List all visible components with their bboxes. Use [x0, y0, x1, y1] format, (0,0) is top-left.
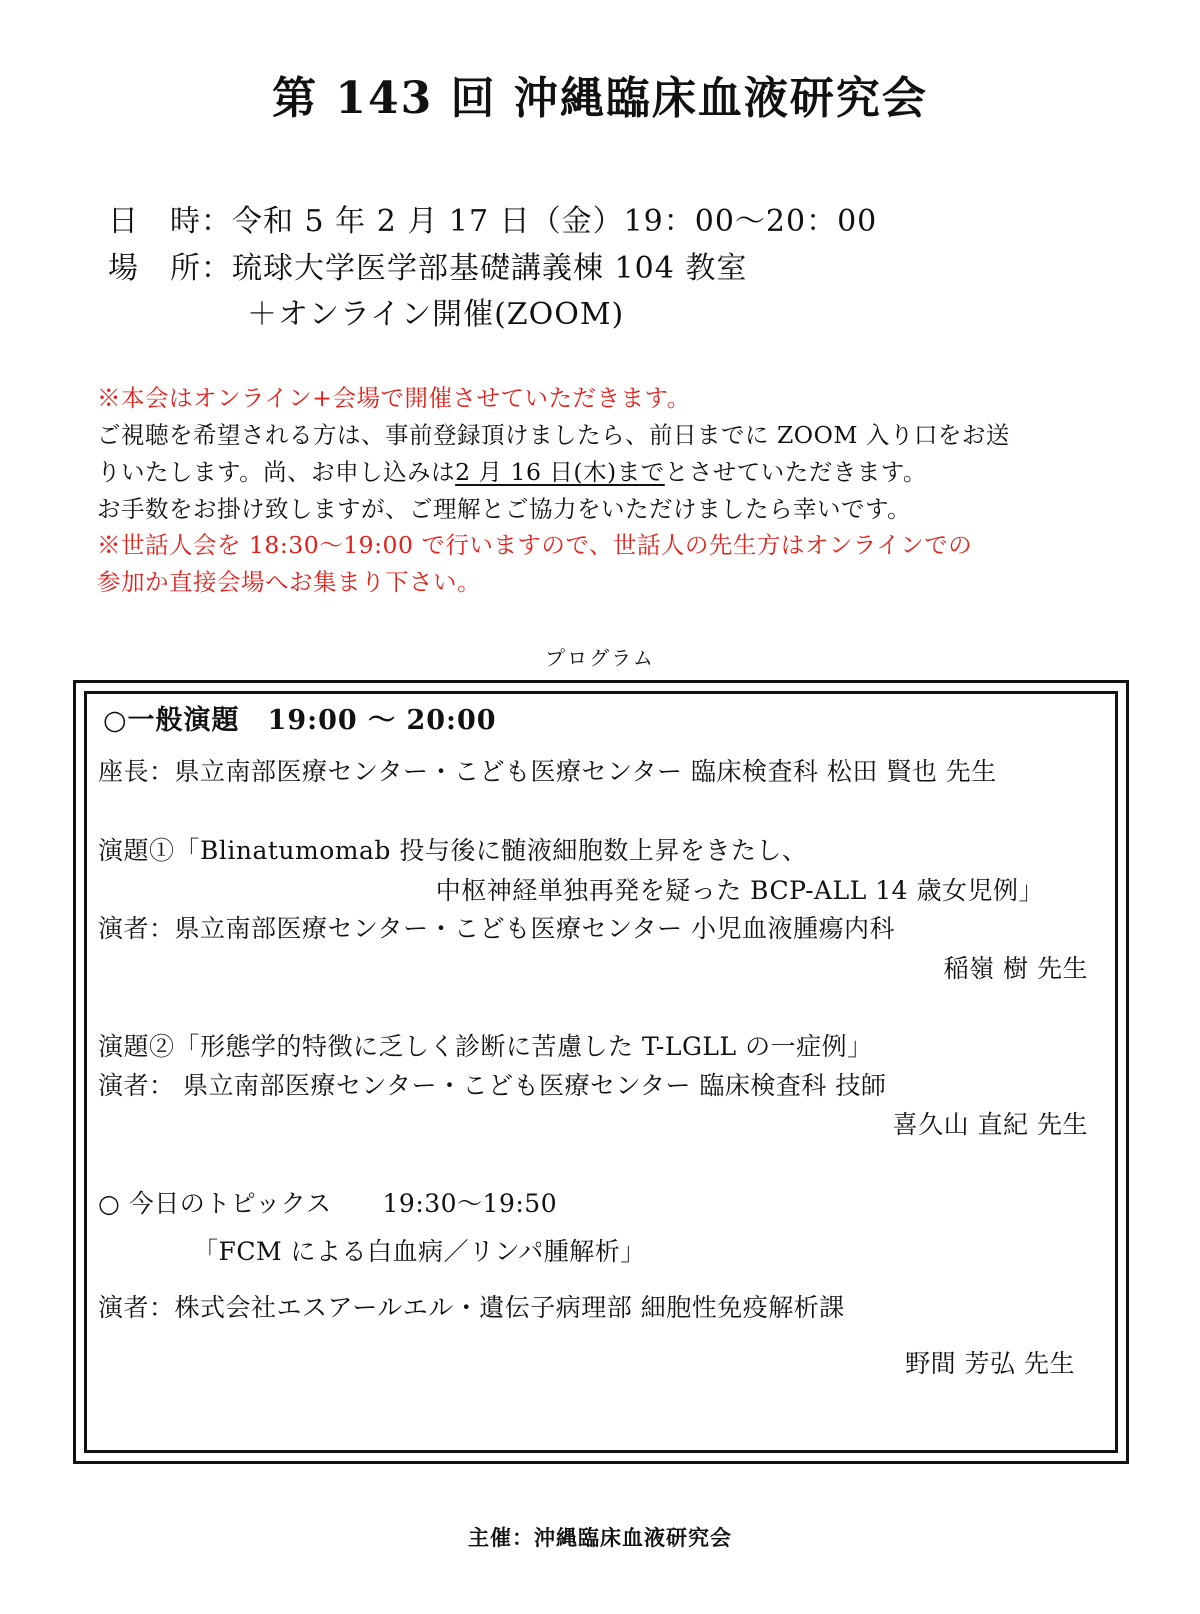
notice-line-3-pre: りいたします。尚、お申し込みは: [97, 458, 456, 486]
talk2-speaker-name: 喜久山 直紀 先生: [892, 1110, 1088, 1139]
talk2-speaker-affiliation: 演者： 県立南部医療センター・こども医療センター 臨床検査科 技師: [98, 1071, 887, 1100]
date-row: [108, 196, 877, 240]
registration-deadline: 2 月 16 日(木)まで: [455, 458, 665, 486]
notice-line-3-post: とさせていただきます。: [664, 458, 927, 486]
notice-line-4: お手数をお掛け致しますが、ご理解とご協力をいただけましたら幸いです。: [97, 495, 912, 523]
section-topics-heading: ○ 今日のトピックス 19:30〜19:50: [98, 1189, 558, 1218]
notice-line-2: ご視聴を希望される方は、事前登録頂けましたら、前日までに ZOOM 入り口をお送: [97, 421, 1010, 449]
page-title: 第 143 回 沖縄臨床血液研究会: [272, 73, 928, 124]
place-value: 琉球大学医学部基礎講義棟 104 教室: [232, 251, 748, 286]
date-label: 日 時：: [108, 204, 232, 239]
talk1-speaker-name: 稲嶺 樹 先生: [943, 954, 1088, 983]
notice-line-5: ※世話人会を 18:30〜19:00 で行いますので、世話人の先生方はオンラインでの: [97, 531, 973, 559]
program-title: プログラム: [545, 646, 655, 670]
talk1-speaker-affiliation: 演者：県立南部医療センター・こども医療センター 小児血液腫瘍内科: [98, 914, 895, 943]
topic-speaker-name: 野間 芳弘 先生: [905, 1349, 1075, 1378]
talk2-title: 演題②「形態学的特徴に乏しく診断に苦慮した T-LGLL の一症例」: [98, 1032, 873, 1061]
chair-line: 座長：県立南部医療センター・こども医療センター 臨床検査科 松田 賢也 先生: [98, 757, 997, 786]
notice-line-1: ※本会はオンライン+会場で開催させていただきます。: [97, 384, 691, 412]
organizer-footer: 主催：沖縄臨床血液研究会: [468, 1525, 732, 1550]
talk1-title-line1: 演題①「Blinatumomab 投与後に髄液細胞数上昇をきたし、: [98, 836, 808, 865]
date-value: 令和 5 年 2 月 17 日（金）19：00〜20：00: [232, 204, 878, 239]
talk1-title-line2: 中枢神経単独再発を疑った BCP-ALL 14 歳女児例」: [435, 876, 1044, 905]
notice-line-3: [97, 453, 927, 491]
place-row: [108, 243, 747, 287]
place-label: 場 所：: [108, 251, 232, 286]
place-online: ＋オンライン開催(ZOOM): [247, 297, 625, 332]
topic-title: 「FCM による白血病／リンパ腫解析」: [193, 1237, 646, 1266]
notice-line-6: 参加か直接会場へお集まり下さい。: [97, 568, 481, 596]
topic-speaker-affiliation: 演者：株式会社エスアールエル・遺伝子病理部 細胞性免疫解析課: [98, 1293, 845, 1322]
section-general-heading: ○一般演題 19:00 〜 20:00: [103, 705, 497, 736]
